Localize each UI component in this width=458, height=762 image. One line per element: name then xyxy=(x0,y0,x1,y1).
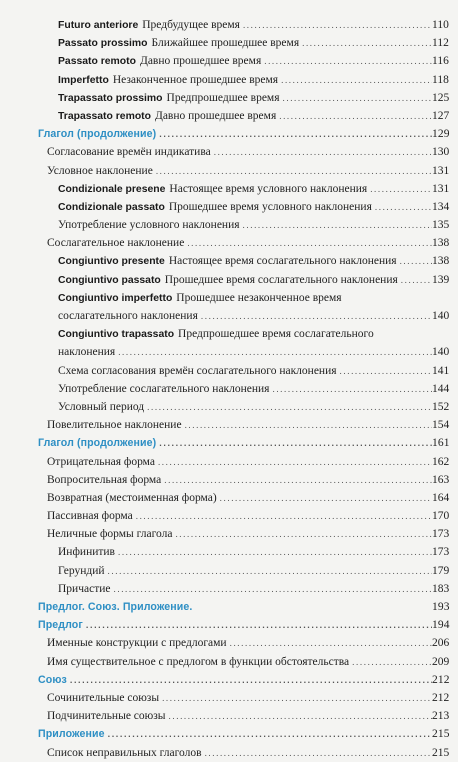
toc-entry-text xyxy=(47,162,432,180)
leader-dots xyxy=(264,52,432,70)
toc-entry-label xyxy=(38,616,83,634)
toc-entry-text xyxy=(47,234,432,252)
leader-dots xyxy=(370,180,432,198)
toc-entry-label xyxy=(58,180,367,199)
toc-entry-title: Инфинитив xyxy=(58,546,115,559)
toc-entry-text xyxy=(47,744,432,762)
leader-dots xyxy=(108,562,432,580)
toc-entry-label xyxy=(58,380,269,398)
page-number: 161 xyxy=(432,437,450,450)
toc-entry-keyword: Condizionale presene xyxy=(58,183,166,195)
toc-entry-label xyxy=(47,143,211,161)
leader-dots xyxy=(185,416,432,434)
toc-entry-text xyxy=(58,543,432,561)
toc-entry[interactable] xyxy=(38,543,458,561)
toc-section-heading[interactable] xyxy=(38,671,458,689)
toc-section-heading[interactable] xyxy=(38,725,458,743)
toc-entry-text xyxy=(38,125,432,143)
toc-entry-text xyxy=(47,525,432,543)
toc-section-heading[interactable] xyxy=(38,125,458,143)
page-number: 112 xyxy=(432,37,449,50)
toc-entry[interactable] xyxy=(38,380,458,398)
toc-entry-label xyxy=(47,416,182,434)
toc-entry-title: Сослагательное наклонение xyxy=(47,237,185,250)
leader-dots xyxy=(220,489,432,507)
toc-entry-label xyxy=(47,707,166,725)
toc-entry-title: наклонения xyxy=(58,346,116,359)
toc-entry-label xyxy=(58,271,398,290)
toc-entry[interactable] xyxy=(38,653,458,671)
toc-entry-keyword: Passato remoto xyxy=(58,56,136,68)
toc-entry-label xyxy=(58,580,111,598)
leader-dots xyxy=(281,71,432,89)
page-number: 215 xyxy=(432,746,450,759)
leader-dots xyxy=(114,580,433,598)
toc-entry-text xyxy=(58,398,432,416)
toc-entry-keyword: Congiuntivo presente xyxy=(58,256,165,268)
page-number: 213 xyxy=(432,710,450,723)
toc-entry-label xyxy=(58,252,397,271)
page-number: 152 xyxy=(432,400,450,413)
leader-dots xyxy=(159,125,432,143)
toc-entry-text xyxy=(58,362,432,380)
leader-dots xyxy=(158,453,432,471)
page-number: 116 xyxy=(432,55,449,68)
toc-section-heading[interactable] xyxy=(38,616,458,634)
toc-entry[interactable] xyxy=(38,216,458,234)
page-number: 154 xyxy=(432,419,450,432)
leader-dots xyxy=(147,398,432,416)
page-number: 215 xyxy=(432,728,450,741)
toc-entry-title: Ближайшее прошедшее время xyxy=(151,37,300,50)
toc-entry-label xyxy=(58,562,105,580)
page-number: 183 xyxy=(432,582,450,595)
toc-entry-label xyxy=(58,362,337,380)
toc-entry-label xyxy=(58,307,198,325)
page-number: 209 xyxy=(432,655,450,668)
leader-dots xyxy=(164,471,432,489)
toc-entry-title: Именные конструкции с предлогами xyxy=(47,637,227,650)
toc-entry-label xyxy=(58,543,115,561)
toc-entry-text xyxy=(47,416,432,434)
leader-dots xyxy=(70,671,432,689)
toc-entry-label xyxy=(47,744,202,762)
toc-entry[interactable] xyxy=(38,271,458,289)
toc-entry-title: Прошедшее время условного наклонения xyxy=(168,200,372,213)
leader-dots xyxy=(272,380,432,398)
page-number: 193 xyxy=(432,601,450,613)
toc-entry-label xyxy=(58,16,240,35)
toc-entry[interactable] xyxy=(38,453,458,471)
toc-entry[interactable] xyxy=(38,234,458,252)
leader-dots xyxy=(243,16,432,34)
leader-dots xyxy=(156,162,432,180)
toc-entry-keyword: Congiuntivo imperfetto xyxy=(58,292,173,304)
toc-entry-label xyxy=(47,471,161,489)
toc-entry-title: Прошедшее время сослагательного наклонения xyxy=(164,273,398,286)
toc-entry[interactable] xyxy=(38,325,458,361)
toc-entry[interactable] xyxy=(38,398,458,416)
toc-entry-label xyxy=(38,725,105,743)
toc-entry-line-2 xyxy=(38,307,458,325)
toc-entry-title: Прошедшее незаконченное время xyxy=(176,291,342,304)
toc-entry-label xyxy=(47,507,133,525)
toc-entry-title: Глагол (продолжение) xyxy=(38,437,157,450)
toc-entry-label xyxy=(58,71,278,90)
toc-entry[interactable] xyxy=(38,689,458,707)
page-number: 162 xyxy=(432,455,450,468)
page-number: 179 xyxy=(432,564,450,577)
toc-entry[interactable] xyxy=(38,89,458,107)
toc-entry-keyword: Condizionale passato xyxy=(58,201,165,213)
toc-entry-label xyxy=(47,489,217,507)
toc-entry-label xyxy=(58,107,276,126)
toc-entry-keyword: Imperfetto xyxy=(58,74,109,86)
toc-entry-title: Незаконченное прошедшее время xyxy=(112,73,279,86)
toc-entry-title: Предбудущее время xyxy=(142,19,240,31)
page-number: 130 xyxy=(432,146,450,159)
toc-entry-label xyxy=(38,434,156,452)
leader-dots xyxy=(302,34,432,52)
toc-entry[interactable] xyxy=(38,34,458,52)
toc-entry-text xyxy=(58,198,432,217)
toc-entry-text xyxy=(47,471,432,489)
page-number: 110 xyxy=(432,19,449,31)
toc-entry-keyword: Futuro anteriore xyxy=(58,20,139,31)
page-number: 125 xyxy=(432,91,450,104)
toc-entry-label xyxy=(47,653,349,671)
toc-entry-text xyxy=(58,216,432,234)
toc-entry-label xyxy=(47,689,159,707)
page-number: 138 xyxy=(432,237,450,250)
toc-entry-title: Предлог xyxy=(38,619,83,632)
toc-entry-title: Неличные формы глагола xyxy=(47,528,173,541)
toc-entry-text xyxy=(58,380,432,398)
leader-dots xyxy=(159,434,432,452)
toc-entry[interactable] xyxy=(38,143,458,161)
toc-entry-text xyxy=(58,180,432,199)
toc-entry-title: Вопросительная форма xyxy=(47,473,162,486)
toc-entry-title: Предпрошедшее время xyxy=(166,91,280,104)
toc-entry-label xyxy=(38,125,156,143)
toc-entry-title: Список неправильных глаголов xyxy=(47,746,202,759)
toc-entry-title: Давно прошедшее время xyxy=(154,109,277,122)
page-number: 138 xyxy=(432,255,450,268)
toc-entry-label xyxy=(58,398,144,416)
page-number: 129 xyxy=(432,128,450,141)
toc-entry-text xyxy=(58,34,432,53)
page-number: 139 xyxy=(432,273,450,286)
toc-entry-label xyxy=(47,234,184,252)
leader-dots xyxy=(340,362,432,380)
toc-entry-label xyxy=(38,598,192,616)
toc-entry-keyword: Trapassato remoto xyxy=(58,110,151,122)
toc-entry-label xyxy=(58,89,280,108)
page-number: 163 xyxy=(432,473,450,486)
toc-entry-title: Употребление условного наклонения xyxy=(58,219,240,232)
page-number: 118 xyxy=(432,73,449,86)
toc-entry-text xyxy=(58,307,432,325)
toc-entry-title: Пассивная форма xyxy=(47,510,133,523)
toc-entry[interactable] xyxy=(38,416,458,434)
leader-dots xyxy=(283,89,433,107)
leader-dots xyxy=(243,216,432,234)
toc-entry-label xyxy=(47,453,155,471)
toc-entry-text xyxy=(38,598,432,616)
page-number: 173 xyxy=(432,546,450,559)
toc-entry-label xyxy=(58,216,240,234)
leader-dots xyxy=(230,634,432,652)
page-number: 140 xyxy=(432,346,450,359)
leader-dots xyxy=(214,143,432,161)
toc-entry-text xyxy=(47,453,432,471)
toc-entry-text xyxy=(58,271,432,290)
toc-entry-line-2 xyxy=(38,343,458,361)
toc-entry-title: Схема согласования времён сослагательного наклонения xyxy=(58,364,337,377)
toc-entry-title: Условный период xyxy=(58,400,145,413)
toc-entry-text xyxy=(47,634,432,652)
leader-dots xyxy=(201,307,432,325)
page-number: 164 xyxy=(432,491,450,504)
toc-entry-title: Предлог. Союз. Приложение. xyxy=(38,601,193,613)
toc-entry-label xyxy=(47,162,153,180)
toc-entry-label xyxy=(58,198,372,217)
leader-dots xyxy=(352,653,432,671)
toc-entry[interactable] xyxy=(38,180,458,198)
toc-section-heading[interactable] xyxy=(38,598,458,616)
toc-entry-text xyxy=(47,507,432,525)
toc-entry[interactable] xyxy=(38,489,458,507)
toc-entry[interactable] xyxy=(38,362,458,380)
toc-entry-text xyxy=(38,725,432,743)
toc-entry-text xyxy=(58,580,432,598)
toc-entry[interactable] xyxy=(38,471,458,489)
toc-entry[interactable] xyxy=(38,162,458,180)
toc-entry-title: Согласование времён индикатива xyxy=(47,146,211,159)
toc-entry-text xyxy=(58,343,432,361)
toc-section-heading[interactable] xyxy=(38,434,458,452)
toc-entry-title: Глагол (продолжение) xyxy=(38,128,157,141)
toc-entry[interactable] xyxy=(38,507,458,525)
toc-entry-text xyxy=(58,52,432,71)
toc-entry-text xyxy=(58,562,432,580)
toc-entry-text xyxy=(47,489,432,507)
page-number: 127 xyxy=(432,109,450,122)
toc-entry[interactable] xyxy=(38,525,458,543)
toc-entry-title: Подчинительные союзы xyxy=(47,710,166,723)
toc-entry[interactable] xyxy=(38,707,458,725)
toc-entry-keyword: Congiuntivo trapassato xyxy=(58,329,175,341)
leader-dots xyxy=(118,343,432,361)
toc-entry-label xyxy=(58,325,374,344)
toc-entry-text xyxy=(58,325,432,344)
toc-entry[interactable] xyxy=(38,562,458,580)
toc-entry-title: Имя существительное с предлогом в функции обстоятельства xyxy=(47,655,350,668)
toc-entry-title: Отрицательная форма xyxy=(47,455,155,468)
toc-entry[interactable] xyxy=(38,744,458,762)
toc-entry-title: Настоящее время условного наклонения xyxy=(169,182,368,195)
toc-entry-text xyxy=(47,707,432,725)
toc-entry-text xyxy=(47,653,432,671)
leader-dots xyxy=(187,234,432,252)
toc-entry-text xyxy=(58,289,432,308)
toc-entry-line-1 xyxy=(38,325,458,343)
toc-entry-text xyxy=(47,689,432,707)
toc-entry[interactable] xyxy=(38,289,458,325)
toc-entry-title: Приложение xyxy=(38,728,105,741)
page-number: 173 xyxy=(432,528,450,541)
leader-dots xyxy=(86,616,432,634)
leader-dots xyxy=(401,271,432,289)
page-number: 144 xyxy=(432,382,450,395)
table-of-contents xyxy=(38,16,458,762)
toc-entry-text xyxy=(38,434,432,452)
toc-entry-text xyxy=(58,71,432,90)
leader-dots xyxy=(400,252,432,270)
toc-entry[interactable] xyxy=(38,252,458,270)
page-number: 206 xyxy=(432,637,450,650)
toc-entry[interactable] xyxy=(38,52,458,70)
page-number: 141 xyxy=(432,364,450,377)
leader-dots xyxy=(136,507,432,525)
toc-entry-title: Употребление сослагательного наклонения xyxy=(58,382,270,395)
toc-entry-text xyxy=(38,671,432,689)
leader-dots xyxy=(118,543,432,561)
toc-entry-label xyxy=(38,671,67,689)
leader-dots xyxy=(169,707,432,725)
toc-entry-label xyxy=(58,289,342,308)
toc-entry-text xyxy=(38,616,432,634)
page-number: 212 xyxy=(432,691,450,704)
side-decoration xyxy=(0,95,10,215)
toc-entry-line-1 xyxy=(38,289,458,307)
leader-dots xyxy=(108,725,432,743)
page-number: 194 xyxy=(432,619,450,632)
toc-entry-text xyxy=(58,107,432,126)
leader-dots xyxy=(175,525,432,543)
toc-entry-title: сослагательного наклонения xyxy=(58,310,198,322)
toc-entry-title: Предпрошедшее время сослагательного xyxy=(178,328,374,341)
toc-entry-text xyxy=(58,252,432,271)
page-number: 135 xyxy=(432,219,450,232)
toc-entry-keyword: Passato prossimo xyxy=(58,38,148,50)
page-number: 170 xyxy=(432,510,450,523)
leader-dots xyxy=(375,198,432,216)
page-number: 134 xyxy=(432,200,450,213)
toc-entry-title: Повелительное наклонение xyxy=(47,419,182,432)
page-number: 140 xyxy=(432,310,450,322)
toc-entry-label xyxy=(47,634,227,652)
toc-entry-title: Герундий xyxy=(58,564,105,577)
toc-entry[interactable] xyxy=(38,71,458,89)
toc-entry-label xyxy=(58,343,115,361)
toc-entry-keyword: Congiuntivo passato xyxy=(58,274,161,286)
page-number: 131 xyxy=(432,182,450,195)
toc-entry-text xyxy=(47,143,432,161)
toc-entry-title: Настоящее время сослагательного наклонения xyxy=(168,255,397,268)
toc-entry-title: Возвратная (местоименная форма) xyxy=(47,491,217,504)
toc-entry-title: Причастие xyxy=(58,582,111,595)
toc-entry[interactable] xyxy=(38,107,458,125)
toc-entry[interactable] xyxy=(38,198,458,216)
leader-dots xyxy=(205,744,432,762)
toc-entry-keyword: Trapassato prossimo xyxy=(58,92,163,104)
toc-entry-label xyxy=(47,525,172,543)
toc-entry[interactable] xyxy=(38,16,458,34)
toc-entry-text xyxy=(58,16,432,35)
page-number: 212 xyxy=(432,673,450,686)
toc-entry[interactable] xyxy=(38,580,458,598)
toc-entry-title: Сочинительные союзы xyxy=(47,691,160,704)
toc-entry-title: Условное наклонение xyxy=(47,164,153,177)
toc-entry-label xyxy=(58,34,299,53)
toc-entry-label xyxy=(58,52,261,71)
toc-entry[interactable] xyxy=(38,634,458,652)
toc-entry-text xyxy=(58,89,432,108)
toc-entry-title: Давно прошедшее время xyxy=(139,55,262,68)
toc-entry-title: Союз xyxy=(38,673,67,686)
page-number: 131 xyxy=(432,164,450,177)
leader-dots xyxy=(279,107,432,125)
leader-dots xyxy=(162,689,432,707)
